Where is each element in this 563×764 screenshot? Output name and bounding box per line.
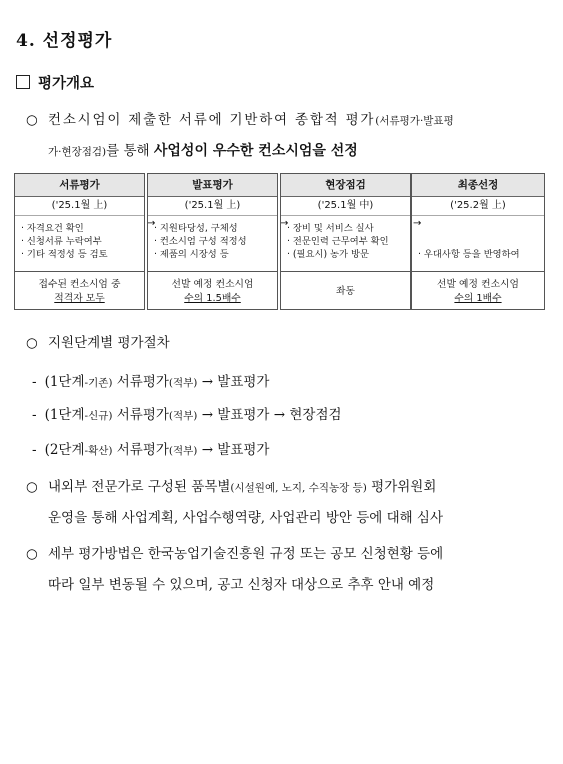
overview-highlight: 사업성이 우수한 컨소시엄을 선정 — [153, 143, 358, 159]
stage-tag: -기존) — [84, 377, 113, 389]
stage-rest: → 발표평가 — [197, 374, 270, 390]
details-line1 — [26, 542, 443, 562]
stage-rest: → 발표평가 — [197, 442, 270, 458]
circle-bullet-icon: ○ — [26, 335, 38, 351]
flow-item: · 우대사항 등을 반영하여 — [418, 249, 520, 260]
subsection-title — [16, 72, 94, 93]
overview-line2 — [48, 139, 358, 160]
dash-icon: - — [32, 374, 37, 390]
stage-tag: -신규) — [84, 410, 113, 422]
overview-line1 — [26, 108, 454, 128]
overview-text-small: (서류평가·발표평 — [375, 115, 454, 127]
flow-step-result — [412, 272, 544, 312]
procedure-heading-text: 지원단계별 평가절차 — [48, 335, 170, 351]
flow-result-line: 선발 예정 컨소시엄 — [171, 279, 254, 290]
arrow-icon: → — [280, 218, 289, 229]
stage-note: (적부) — [168, 410, 198, 422]
dash-icon: - — [32, 442, 37, 458]
stage-body: 서류평가 — [112, 374, 169, 390]
subsection-title-text: 평가개요 — [38, 75, 95, 92]
flow-item: · (필요시) 농가 방문 — [287, 249, 369, 260]
flow-result-line: 접수된 컨소시엄 중 — [38, 279, 121, 290]
circle-bullet-icon: ○ — [26, 479, 38, 495]
circle-bullet-icon: ○ — [26, 112, 38, 128]
committee-text-small: (시설원예, 노지, 수직농장 등) — [230, 482, 367, 494]
procedure-heading — [26, 331, 170, 351]
committee-line1 — [26, 475, 436, 495]
flow-step-period: ('25.1월 上) — [15, 197, 144, 216]
flow-item: · 신청서류 누락여부 — [21, 236, 102, 247]
checkbox-square-icon — [16, 75, 30, 89]
flow-step-result — [148, 272, 277, 312]
flow-step-document-review — [14, 173, 145, 310]
dash-icon: - — [32, 407, 37, 423]
flow-item: · 장비 및 서비스 실사 — [287, 223, 374, 234]
stage-body: 서류평가 — [112, 407, 169, 423]
stage-note: (적부) — [168, 445, 198, 457]
flow-result-line: 선발 예정 컨소시엄 — [437, 279, 519, 290]
flow-result-line: 좌동 — [336, 286, 355, 297]
procedure-line — [32, 438, 269, 458]
flow-result-line: 적격자 모두 — [54, 293, 105, 304]
flow-item: · 지원타당성, 구체성 — [154, 223, 238, 234]
flow-step-result — [15, 272, 144, 312]
flow-step-items — [148, 216, 277, 272]
overview-text-b: 를 통해 — [106, 143, 154, 159]
flow-step-title: 서류평가 — [15, 174, 144, 197]
flow-step-title: 최종선정 — [412, 174, 544, 197]
flow-step-final-selection — [411, 173, 545, 310]
flow-item: · 기타 적정성 등 검토 — [21, 249, 108, 260]
flow-step-title: 발표평가 — [148, 174, 277, 197]
flow-step-period: ('25.1월 上) — [148, 197, 277, 216]
flow-step-items — [15, 216, 144, 272]
stage-label: (2단계 — [44, 442, 85, 458]
details-text-a: 세부 평가방법은 한국농업기술진흥원 규정 또는 공모 신청현황 등에 — [48, 546, 444, 562]
procedure-line — [32, 403, 342, 423]
details-line2: 따라 일부 변동될 수 있으며, 공고 신청자 대상으로 추후 안내 예정 — [48, 577, 435, 593]
flow-item: · 자격요건 확인 — [21, 223, 84, 234]
flow-step-result — [281, 272, 410, 312]
flow-step-site-inspection — [280, 173, 411, 310]
flow-item: · 제품의 시장성 등 — [154, 249, 229, 260]
stage-label: (1단계 — [44, 374, 85, 390]
committee-text-b: 평가위원회 — [366, 479, 437, 495]
flow-step-items — [412, 216, 544, 272]
overview-text-small2: 가·현장점검) — [48, 146, 107, 158]
flow-result-line: 수의 1배수 — [454, 293, 502, 304]
section-title: 4. 선정평가 — [16, 31, 113, 51]
flow-step-title: 현장점검 — [281, 174, 410, 197]
flow-result-line: 수의 1.5배수 — [184, 293, 241, 304]
flow-item: · 전문인력 근무여부 확인 — [287, 236, 389, 247]
stage-tag: -확산) — [84, 445, 113, 457]
stage-note: (적부) — [168, 377, 198, 389]
procedure-line — [32, 370, 269, 390]
arrow-icon: → — [147, 218, 156, 229]
flow-step-period: ('25.1월 中) — [281, 197, 410, 216]
flow-step-presentation-box — [147, 173, 278, 310]
committee-text-a: 내외부 전문가로 구성된 품목별 — [48, 479, 231, 495]
stage-label: (1단계 — [44, 407, 85, 423]
flow-step-items — [281, 216, 410, 272]
committee-line2: 운영을 통해 사업계획, 사업수행역량, 사업관리 방안 등에 대해 심사 — [48, 510, 444, 526]
flow-step-period: ('25.2월 上) — [412, 197, 544, 216]
flow-item: · 컨소시엄 구성 적정성 — [154, 236, 247, 247]
arrow-icon: → — [413, 218, 422, 229]
circle-bullet-icon: ○ — [26, 546, 38, 562]
stage-body: 서류평가 — [112, 442, 169, 458]
stage-rest: → 발표평가 → 현장점검 — [197, 407, 342, 423]
overview-text-a: 컨소시엄이 제출한 서류에 기반하여 종합적 평가 — [48, 112, 376, 128]
